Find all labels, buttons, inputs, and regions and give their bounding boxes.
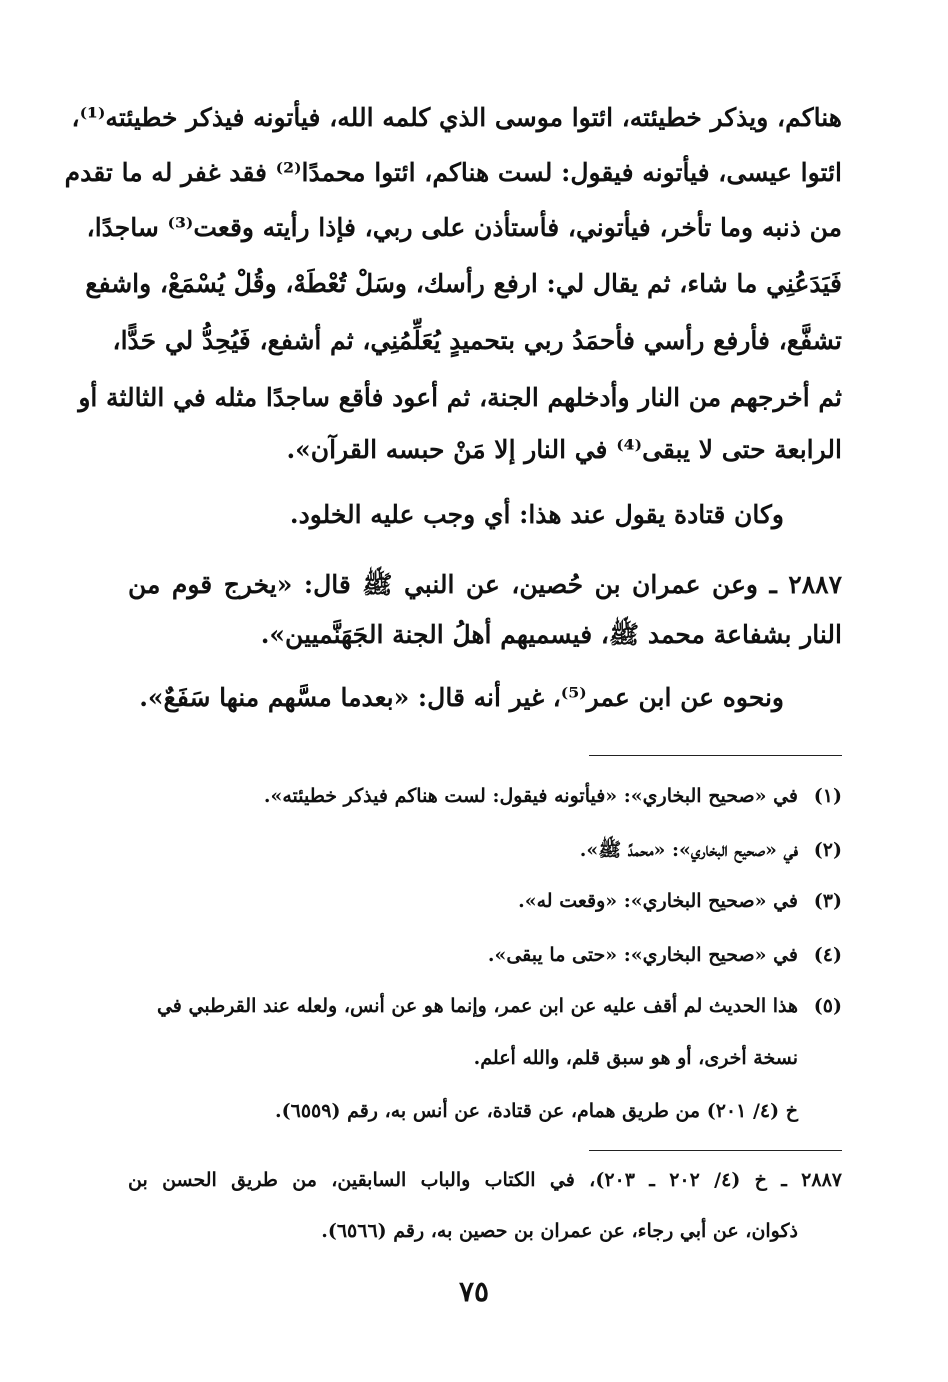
footnote-text: في «صحيح البخاري»: «وقعت له». bbox=[518, 890, 798, 912]
source-note-line-1: ٢٨٨٧ ـ خ (٤/ ٢٠٢ ـ ٢٠٣)، في الكتاب والباب السابقين، من طريق الحسن بن bbox=[128, 1169, 842, 1191]
footnote-text: في «صحيح البخاري»: «فيأتونه فيقول: لست هناكم فيذكر خطيئته». bbox=[263, 785, 798, 807]
page-number: ٧٥ bbox=[458, 1275, 490, 1308]
footnote-text: هذا الحديث لم أقف عليه عن ابن عمر، وإنما هو عن أنس، ولعله عند القرطبي في bbox=[156, 995, 798, 1017]
footnote-number: (٣) bbox=[813, 890, 842, 912]
qatada-line: وكان قتادة يقول عند هذا: أي وجب عليه الخلود. bbox=[289, 500, 784, 529]
main-text-line-5: تشفَّع، فأرفع رأسي فأحمَدُ ربي بتحميدٍ يُعَلِّمُنِي، ثم أشفع، فَيُحِدُّ لي حَدًّا، bbox=[112, 326, 842, 355]
main-text-line-6: ثم أخرجهم من النار وأدخلهم الجنة، ثم أعود فأقع ساجدًا مثله في الثالثة أو bbox=[78, 383, 842, 412]
source-separator bbox=[589, 1150, 842, 1151]
footnote-number: (١) bbox=[813, 785, 842, 807]
footnote-number: (٤) bbox=[813, 944, 842, 966]
hadith-2887-line-2: النار بشفاعة محمد ﷺ، فيسميهم أهلُ الجنة الجَهَنَّميين». bbox=[260, 620, 842, 649]
hadith-2887-line-1: ٢٨٨٧ ـ وعن عمران بن حُصين، عن النبي ﷺ قال: «يخرج قوم من bbox=[128, 570, 842, 599]
footnote-separator bbox=[589, 755, 842, 756]
main-text-line-3: من ذنبه وما تأخر، فيأتوني، فأستأذن على ربي، فإذا رأيته وقعت⁽³⁾ ساجدًا، bbox=[86, 213, 842, 242]
source-note-line-2: ذكوان، عن أبي رجاء، عن عمران بن حصين به، رقم (٦٥٦٦). bbox=[321, 1220, 798, 1242]
main-text-line-4: فَيَدَعُنِي ما شاء، ثم يقال لي: ارفع رأسك، وسَلْ تُعْطَهْ، وقُلْ يُسْمَعْ، واشفع bbox=[85, 269, 842, 298]
footnote-text: في «صحيح البخاري»: «حتى ما يبقى». bbox=[487, 944, 798, 966]
ibn-umar-line: ونحوه عن ابن عمر⁽⁵⁾، غير أنه قال: «بعدما مسَّهم منها سَفَعٌ». bbox=[139, 683, 784, 712]
main-text-line-2: ائتوا عيسى، فيأتونه فيقول: لست هناكم، ائتوا محمدًا⁽²⁾ فقد غفر له ما تقدم bbox=[64, 158, 842, 187]
footnote-text: في «صحيح البخاري»: «محمدً ﷺ». bbox=[579, 839, 798, 861]
footnote-5-source: خ (٤/ ٢٠١) من طريق همام، عن قتادة، عن أنس به، رقم (٦٥٥٩). bbox=[275, 1100, 798, 1122]
main-text-line-1: هناكم، ويذكر خطيئته، ائتوا موسى الذي كلمه الله، فيأتونه فيذكر خطيئته⁽¹⁾، bbox=[71, 103, 842, 132]
footnote-number: (٥) bbox=[813, 995, 842, 1017]
footnote-number: (٢) bbox=[813, 839, 842, 861]
footnote-5-continuation: نسخة أخرى، أو هو سبق قلم، والله أعلم. bbox=[473, 1047, 798, 1069]
main-text-line-7: الرابعة حتى لا يبقى⁽⁴⁾ في النار إلا مَنْ حبسه القرآن». bbox=[286, 435, 842, 464]
